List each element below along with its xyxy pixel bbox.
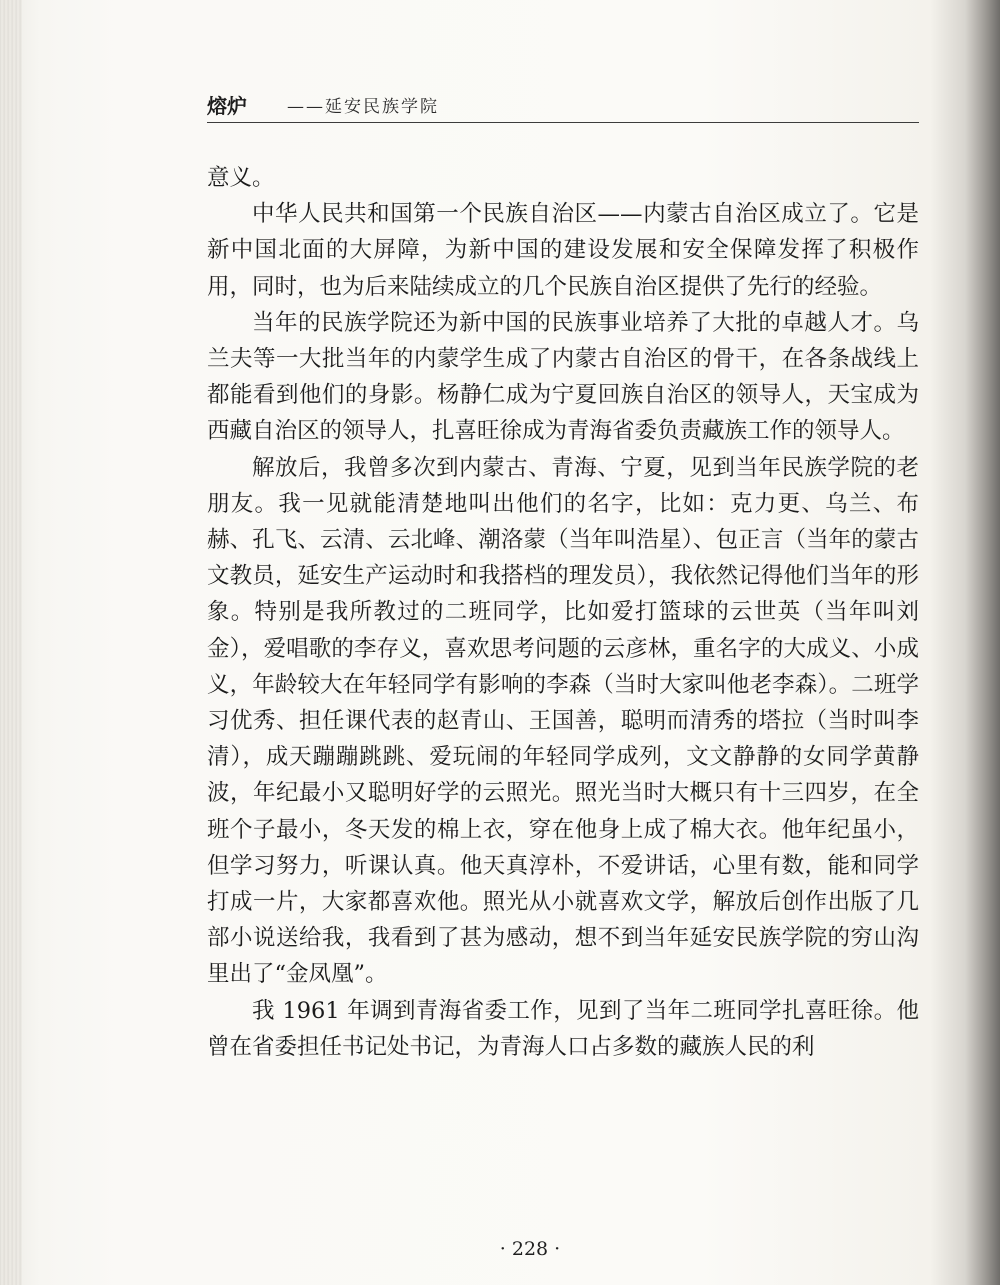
running-header — [207, 88, 919, 123]
book-subtitle: ——延安民族学院 — [287, 97, 439, 117]
paragraph: 当年的民族学院还为新中国的民族事业培养了大批的卓越人才。乌兰夫等一大批当年的内蒙学生成了内蒙古自治区的骨干，在各条战线上都能看到他们的身影。杨静仁成为宁夏回族自治区的领导人，天宝成为西藏自治区的领导人，扎喜旺徐成为青海省委负责藏族工作的领导人。 — [207, 309, 919, 445]
paragraph: 中华人民共和国第一个民族自治区——内蒙古自治区成立了。它是新中国北面的大屏障，为新中国的建设发展和安全保障发挥了积极作用，同时，也为后来陆续成立的几个民族自治区提供了先行的经验。 — [207, 201, 919, 300]
page-stack-edge — [0, 0, 22, 1285]
paragraph: 解放后，我曾多次到内蒙古、青海、宁夏，见到当年民族学院的老朋友。我一见就能清楚地叫出他们的名字，比如：克力更、乌兰、布赫、孔飞、云清、云北峰、潮洛蒙（当年叫浩星）、包正言（当年的蒙古文教员，延安生产运动时和我搭档的理发员），我依然记得他们当年的形象。特别是我所教过的二班同学，比如爱打篮球的云世英（当年叫刘金），爱唱歌的李存义，喜欢思考问题的云彦林，重名字的大成义、小成义，年龄较大在年轻同学有影响的李森（当时大家叫他老李森）。二班学习优秀、担任课代表的赵青山、王国善，聪明而清秀的塔拉（当时叫李清），成天蹦蹦跳跳、爱玩闹的年轻同学成列，文文静静的女同学黄静波，年纪最小又聪明好学的云照光。照光当时大概只有十三四岁，在全班个子最小，冬天发的棉上衣，穿在他身上成了棉大衣。他年纪虽小，但学习努力，听课认真。他天真淳朴，不爱讲话，心里有数，能和同学打成一片，大家都喜欢他。照光从小就喜欢文学，解放后创作出版了几部小说送给我，我看到了甚为感动，想不到当年延安民族学院的穷山沟里出了“金凤凰”。 — [207, 454, 919, 988]
body-text — [207, 160, 919, 1065]
book-title: 熔炉 — [207, 94, 247, 118]
paragraph: 意义。 — [207, 165, 275, 191]
page-number: · 228 · — [499, 1238, 561, 1260]
paragraph: 我 1961 年调到青海省委工作，见到了当年二班同学扎喜旺徐。他曾在省委担任书记处书记，为青海人口占多数的藏族人民的利 — [207, 997, 919, 1060]
page-number-footer — [0, 1238, 1000, 1260]
